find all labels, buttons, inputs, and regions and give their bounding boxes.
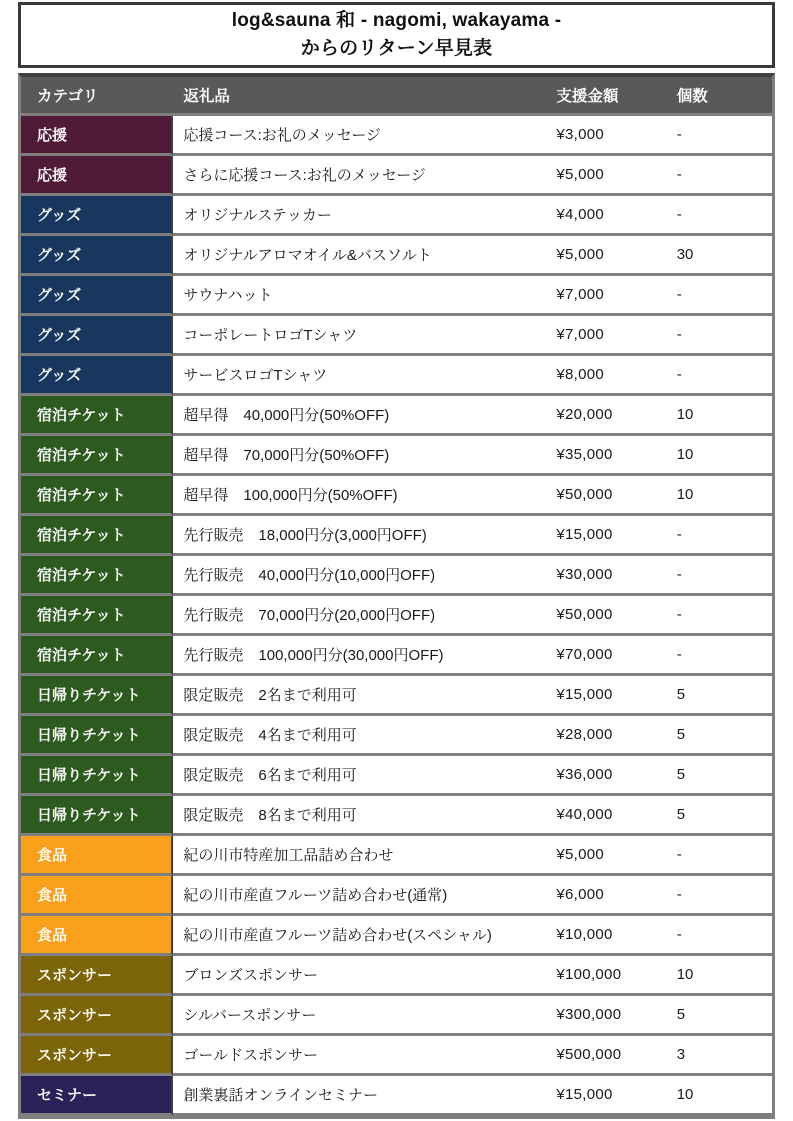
header-amount: 支援金額 [546,77,666,116]
category-cell: 応援 [21,156,173,196]
table-row [21,356,772,396]
count-cell: - [667,916,772,956]
category-cell: スポンサー [21,1036,173,1076]
item-cell: 創業裏話オンラインセミナー [173,1076,546,1116]
table-row [21,156,772,196]
item-cell: シルバースポンサー [173,996,546,1036]
category-cell: 宿泊チケット [21,596,173,636]
table-row [21,636,772,676]
returns-table [18,73,775,1119]
table-row [21,996,772,1036]
item-cell: サービスロゴTシャツ [173,356,546,396]
table-row [21,556,772,596]
count-cell: 5 [667,756,772,796]
table-body [21,116,772,1116]
item-cell: コーポレートロゴTシャツ [173,316,546,356]
amount-cell: ¥300,000 [546,996,666,1036]
amount-cell: ¥50,000 [546,476,666,516]
count-cell: - [667,876,772,916]
item-cell: 先行販売 70,000円分(20,000円OFF) [173,596,546,636]
item-cell: ブロンズスポンサー [173,956,546,996]
amount-cell: ¥5,000 [546,836,666,876]
item-cell: 限定販売 6名まで利用可 [173,756,546,796]
category-cell: 宿泊チケット [21,436,173,476]
table-row [21,836,772,876]
count-cell: - [667,276,772,316]
amount-cell: ¥70,000 [546,636,666,676]
item-cell: 紀の川市産直フルーツ詰め合わせ(スペシャル) [173,916,546,956]
amount-cell: ¥3,000 [546,116,666,156]
count-cell: 10 [667,1076,772,1116]
count-cell: - [667,516,772,556]
category-cell: スポンサー [21,956,173,996]
table-row [21,276,772,316]
count-cell: 5 [667,796,772,836]
category-cell: 食品 [21,916,173,956]
count-cell: 10 [667,476,772,516]
category-cell: 日帰りチケット [21,676,173,716]
count-cell: - [667,116,772,156]
item-cell: 超早得 70,000円分(50%OFF) [173,436,546,476]
category-cell: 宿泊チケット [21,556,173,596]
amount-cell: ¥5,000 [546,156,666,196]
amount-cell: ¥7,000 [546,276,666,316]
item-cell: オリジナルステッカー [173,196,546,236]
category-cell: グッズ [21,316,173,356]
item-cell: 超早得 100,000円分(50%OFF) [173,476,546,516]
category-cell: グッズ [21,196,173,236]
page-title-line2: からのリターン早見表 [300,38,493,59]
table-row [21,676,772,716]
category-cell: 食品 [21,876,173,916]
table-row [21,796,772,836]
category-cell: 応援 [21,116,173,156]
header-item: 返礼品 [173,77,546,116]
header-category: カテゴリ [21,77,173,116]
amount-cell: ¥35,000 [546,436,666,476]
category-cell: スポンサー [21,996,173,1036]
amount-cell: ¥8,000 [546,356,666,396]
item-cell: 限定販売 4名まで利用可 [173,716,546,756]
count-cell: 5 [667,996,772,1036]
category-cell: グッズ [21,276,173,316]
count-cell: - [667,596,772,636]
count-cell: - [667,316,772,356]
category-cell: グッズ [21,236,173,276]
item-cell: 紀の川市特産加工品詰め合わせ [173,836,546,876]
amount-cell: ¥15,000 [546,516,666,556]
item-cell: 限定販売 8名まで利用可 [173,796,546,836]
amount-cell: ¥15,000 [546,676,666,716]
count-cell: - [667,836,772,876]
table-row [21,1036,772,1076]
count-cell: - [667,556,772,596]
table-row [21,756,772,796]
count-cell: 5 [667,676,772,716]
count-cell: - [667,636,772,676]
title-box [18,2,775,68]
amount-cell: ¥4,000 [546,196,666,236]
count-cell: - [667,356,772,396]
count-cell: - [667,156,772,196]
table-row [21,396,772,436]
table-row [21,876,772,916]
item-cell: 先行販売 18,000円分(3,000円OFF) [173,516,546,556]
item-cell: 先行販売 40,000円分(10,000円OFF) [173,556,546,596]
category-cell: グッズ [21,356,173,396]
category-cell: 宿泊チケット [21,516,173,556]
count-cell: 30 [667,236,772,276]
item-cell: オリジナルアロマオイル&バスソルト [173,236,546,276]
table-row [21,316,772,356]
category-cell: 日帰りチケット [21,796,173,836]
category-cell: 宿泊チケット [21,476,173,516]
amount-cell: ¥500,000 [546,1036,666,1076]
item-cell: 紀の川市産直フルーツ詰め合わせ(通常) [173,876,546,916]
table-row [21,1076,772,1116]
table-row [21,436,772,476]
amount-cell: ¥28,000 [546,716,666,756]
category-cell: セミナー [21,1076,173,1116]
item-cell: 限定販売 2名まで利用可 [173,676,546,716]
item-cell: 超早得 40,000円分(50%OFF) [173,396,546,436]
table-row [21,476,772,516]
item-cell: さらに応援コース:お礼のメッセージ [173,156,546,196]
count-cell: 10 [667,956,772,996]
category-cell: 食品 [21,836,173,876]
amount-cell: ¥100,000 [546,956,666,996]
category-cell: 宿泊チケット [21,396,173,436]
table-header [21,77,772,116]
count-cell: 10 [667,396,772,436]
amount-cell: ¥40,000 [546,796,666,836]
table-row [21,716,772,756]
amount-cell: ¥50,000 [546,596,666,636]
table-row [21,916,772,956]
amount-cell: ¥10,000 [546,916,666,956]
amount-cell: ¥30,000 [546,556,666,596]
amount-cell: ¥20,000 [546,396,666,436]
category-cell: 宿泊チケット [21,636,173,676]
amount-cell: ¥6,000 [546,876,666,916]
page-title-line1: log&sauna 和 - nagomi, wakayama - [231,10,562,32]
category-cell: 日帰りチケット [21,716,173,756]
item-cell: 先行販売 100,000円分(30,000円OFF) [173,636,546,676]
table-row [21,596,772,636]
count-cell: 3 [667,1036,772,1076]
amount-cell: ¥5,000 [546,236,666,276]
table-row [21,236,772,276]
table-row [21,516,772,556]
header-count: 個数 [667,77,772,116]
category-cell: 日帰りチケット [21,756,173,796]
amount-cell: ¥7,000 [546,316,666,356]
item-cell: ゴールドスポンサー [173,1036,546,1076]
table-row [21,116,772,156]
item-cell: 応援コース:お礼のメッセージ [173,116,546,156]
table-row [21,956,772,996]
amount-cell: ¥15,000 [546,1076,666,1116]
table-row [21,196,772,236]
count-cell: 10 [667,436,772,476]
count-cell: - [667,196,772,236]
item-cell: サウナハット [173,276,546,316]
count-cell: 5 [667,716,772,756]
header-row [21,77,772,116]
amount-cell: ¥36,000 [546,756,666,796]
